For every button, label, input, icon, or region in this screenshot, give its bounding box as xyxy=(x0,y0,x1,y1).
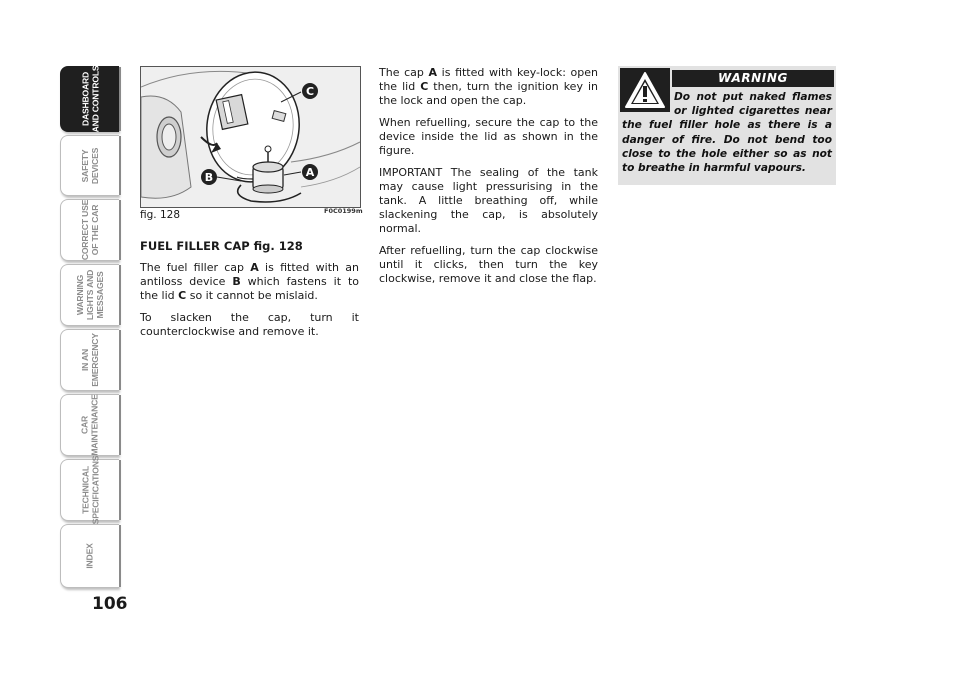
label-a: A xyxy=(305,166,315,179)
warning-text: Do not put naked flames or lighted cigarettes near the fuel filler hole as there is a danger of fire. Do not bend too close to the hole either so as not to breathe in harmful vapours. xyxy=(622,91,832,175)
paragraph: The cap A is fitted with key-lock: open the lid C then, turn the ignition key in the lock and open the cap. xyxy=(379,66,599,107)
paragraph: IMPORTANT The sealing of the tank may cause light pressurising in the tank. A little breathing off, while slackening the cap, is absolutely normal. xyxy=(379,166,598,235)
tab-dashboard-and-controls[interactable]: DASHBOARD AND CONTROLS xyxy=(60,66,119,132)
label-b-badge xyxy=(201,169,217,185)
warning-box xyxy=(618,66,836,185)
tab-correct-use-of-the-car[interactable]: CORRECT USE OF THE CAR xyxy=(60,199,119,261)
instructions-column xyxy=(379,66,598,294)
tab-car-maintenance[interactable]: CAR MAINTENANCE xyxy=(60,394,119,456)
fuel-cap-drawing xyxy=(141,67,360,207)
paragraph: After refuelling, turn the cap clockwise until it clicks, then turn the key clockwise, remove it and close the flap. xyxy=(379,244,598,285)
tab-in-an-emergency[interactable]: IN AN EMERGENCY xyxy=(60,329,119,391)
section-heading: FUEL FILLER CAP fig. 128 xyxy=(140,239,303,253)
tab-warning-lights-and-messages[interactable]: WARNING LIGHTS AND MESSAGES xyxy=(60,264,119,326)
paragraph: The fuel filler cap A is fitted with an antiloss device B which fastens it to the lid C so it cannot be mislaid. xyxy=(140,261,359,302)
paragraph: When refuelling, secure the cap to the device inside the lid as shown in the figure. xyxy=(379,116,598,157)
page-number: 106 xyxy=(92,594,128,614)
label-b: B xyxy=(204,171,214,184)
tab-technical-specifications[interactable]: TECHNICAL SPECIFICATIONS xyxy=(60,459,119,521)
warning-title: WARNING xyxy=(672,70,834,87)
tab-safety-devices[interactable]: SAFETY DEVICES xyxy=(60,135,119,196)
label-c-badge xyxy=(302,83,318,99)
label-c: C xyxy=(305,85,315,98)
tab-index[interactable]: INDEX xyxy=(60,524,119,588)
fuel-filler-cap-section xyxy=(140,239,359,347)
paragraph: To slacken the cap, turn it counterclockwise and remove it. xyxy=(140,311,359,338)
fuel-filler-cap-illustration xyxy=(140,66,361,208)
figure-caption: fig. 128 xyxy=(140,209,180,221)
figure-code: F0C0199m xyxy=(324,207,363,215)
label-a-badge xyxy=(302,164,318,180)
